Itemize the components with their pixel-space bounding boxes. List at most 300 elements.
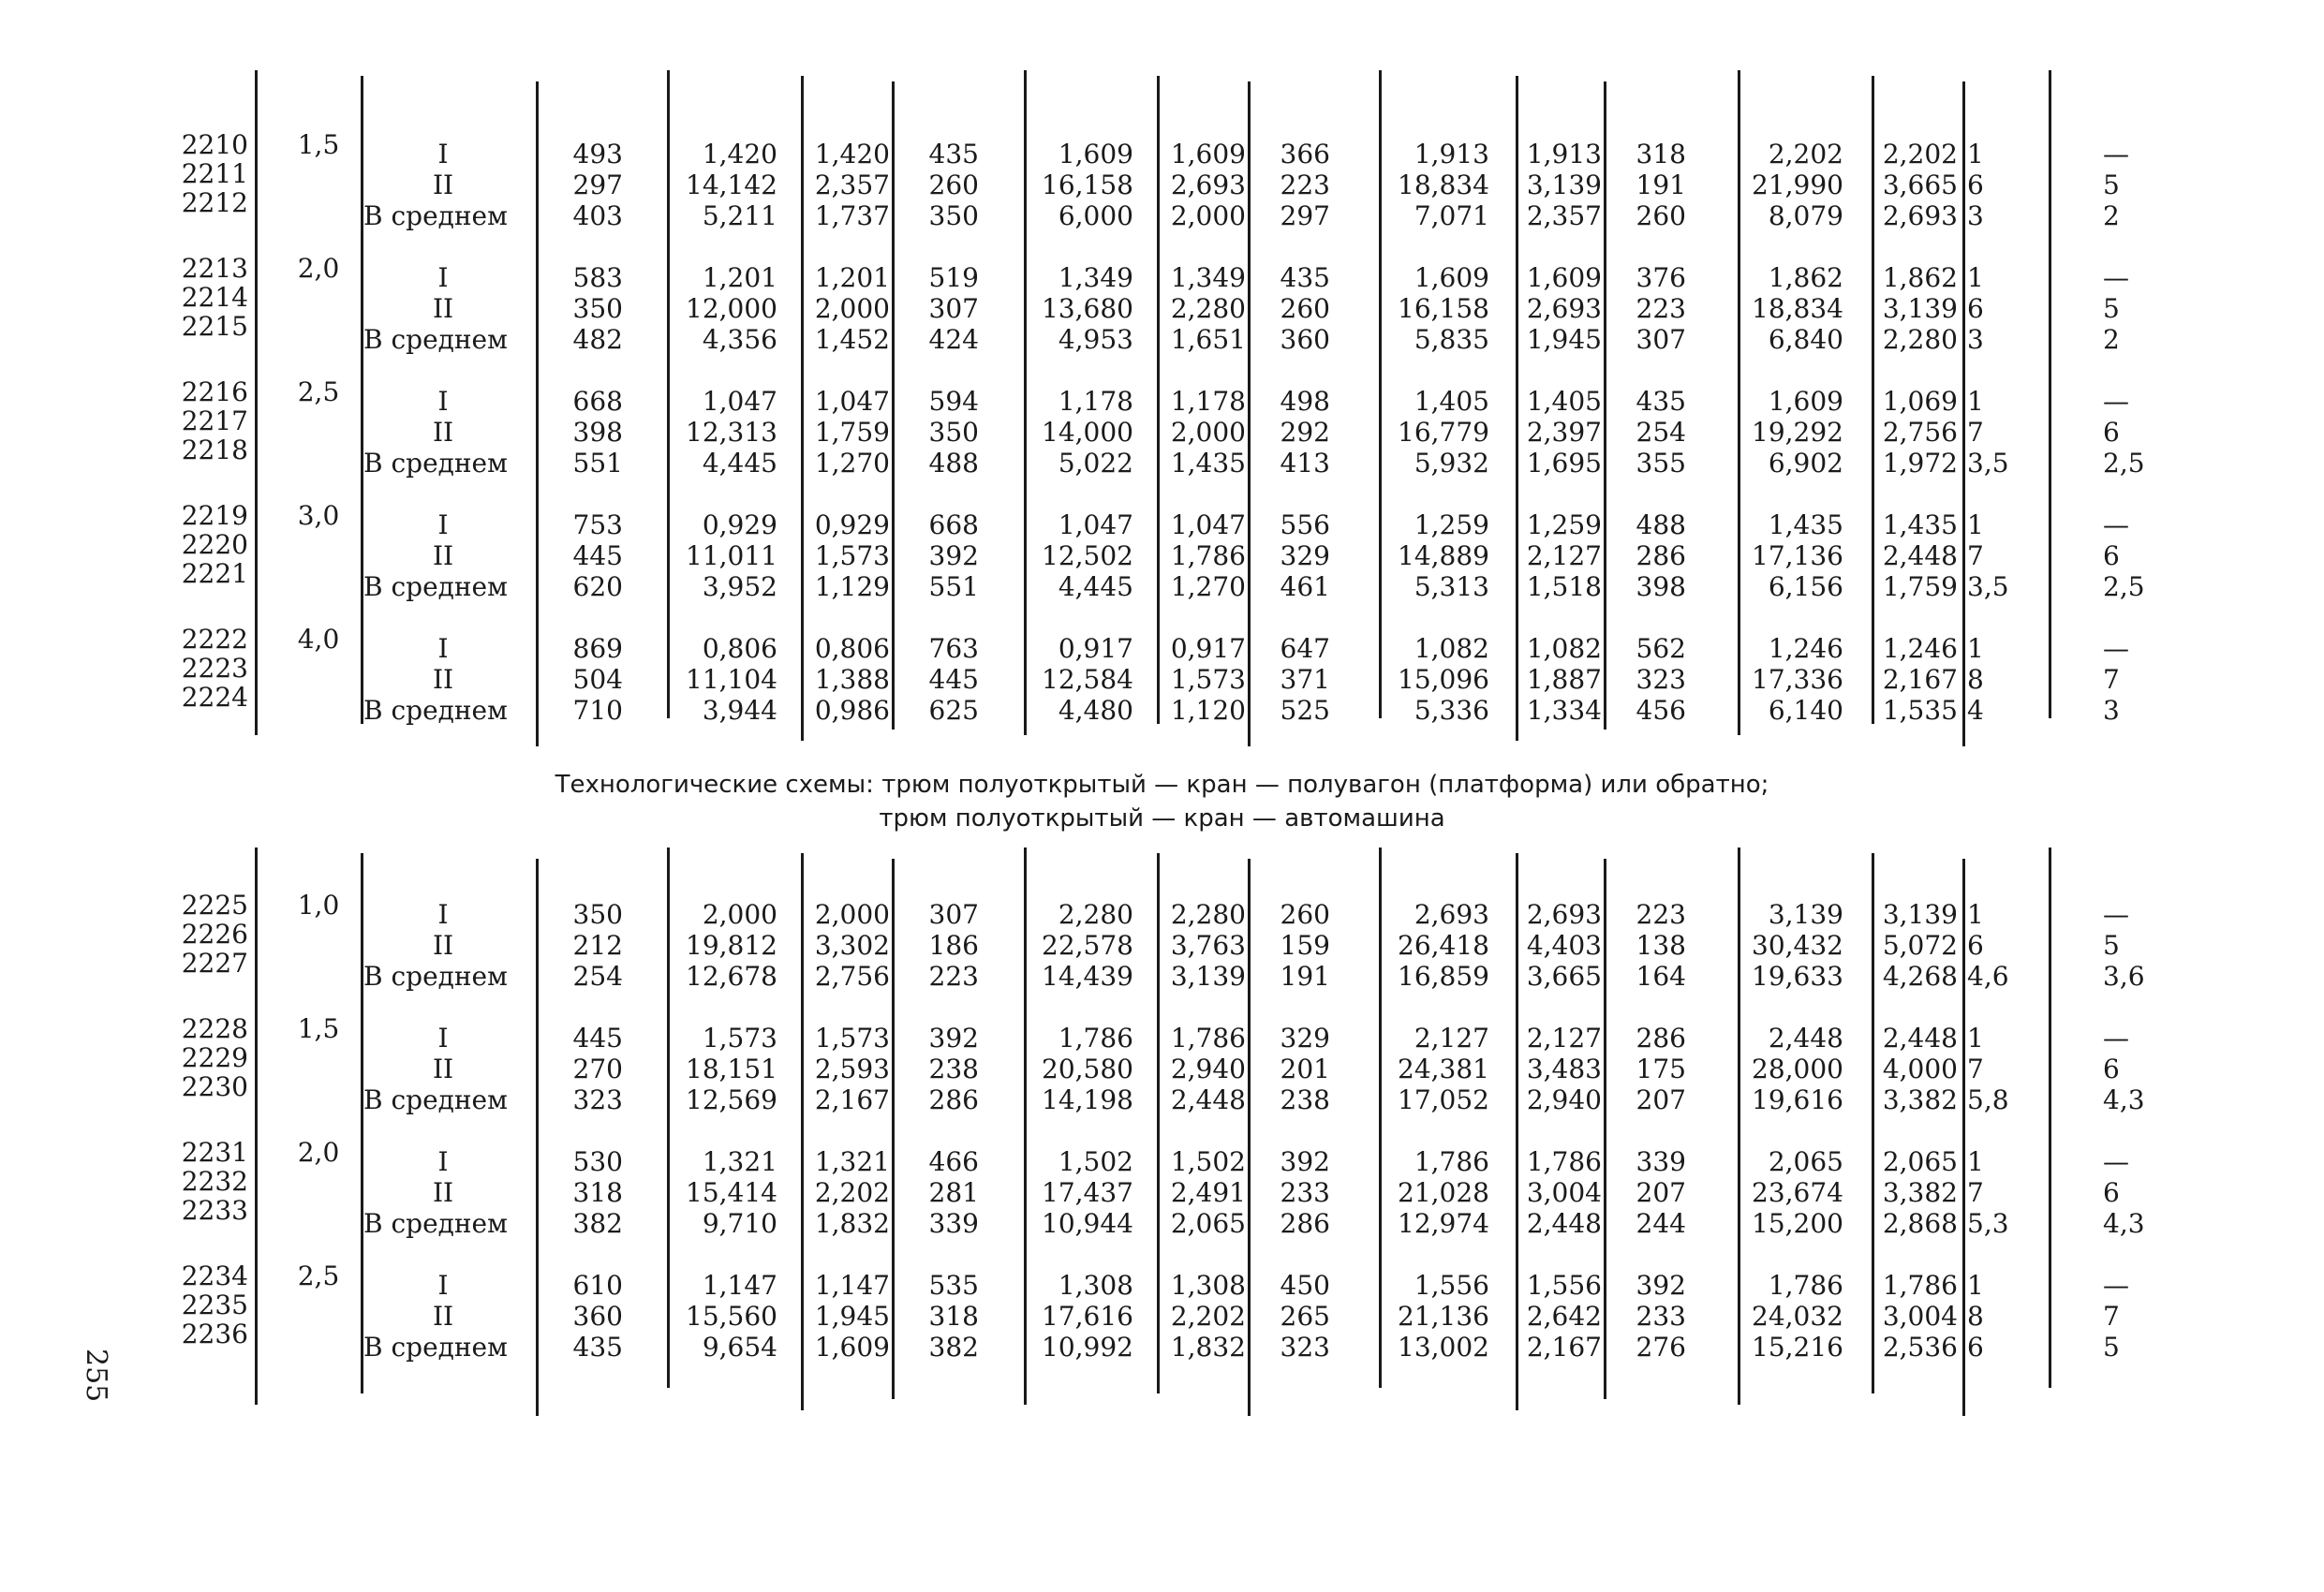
table-cell: — (2103, 1146, 2129, 1177)
table-cell: 2,5 (2103, 448, 2145, 479)
table-cell: 610 (572, 1270, 623, 1301)
table-cell: 1,862 (1768, 262, 1843, 293)
table-cell: 1,573 (1170, 664, 1246, 695)
table-cell: 2,448 (1526, 1208, 1602, 1239)
table-cell: 13,680 (1042, 293, 1133, 324)
table-cell: 12,974 (1398, 1208, 1489, 1239)
row-label: I (437, 509, 449, 540)
table-cell: 6,840 (1768, 324, 1843, 355)
table-cell: 504 (572, 664, 623, 695)
table-cell: 16,158 (1398, 293, 1489, 324)
table-cell: 329 (1280, 540, 1330, 571)
row-number: 2228 (181, 1013, 248, 1044)
row-number: 2235 (181, 1290, 248, 1320)
table-cell: 360 (572, 1301, 623, 1332)
table-cell: 223 (1636, 899, 1686, 930)
table-cell: 17,136 (1752, 540, 1843, 571)
table-cell: 286 (1636, 1023, 1686, 1054)
table-cell: 2 (2103, 200, 2120, 231)
table-rule (2049, 70, 2051, 718)
row-label: I (437, 1146, 449, 1177)
table-cell: 15,216 (1752, 1332, 1843, 1363)
table-cell: 254 (572, 961, 623, 992)
table-cell: 1,047 (1058, 509, 1133, 540)
caption-line-1: Технологические схемы: трюм полуоткрытый — кран — полувагон (платформа) или обратно; (555, 771, 1769, 799)
table-cell: 21,136 (1398, 1301, 1489, 1332)
table-cell: 318 (928, 1301, 979, 1332)
table-cell: 488 (1636, 509, 1686, 540)
caption-line-2: трюм полуоткрытый — кран — автомашина (879, 804, 1445, 833)
table-cell: 1,832 (814, 1208, 890, 1239)
table-cell: 212 (572, 930, 623, 961)
table-cell: 17,616 (1042, 1301, 1133, 1332)
table-cell: 4,6 (1967, 961, 2009, 992)
table-cell: 3,139 (1768, 899, 1843, 930)
table-cell: 276 (1636, 1332, 1686, 1363)
table-cell: 1,082 (1414, 633, 1489, 664)
row-number: 2233 (181, 1195, 248, 1226)
table-cell: 8 (1967, 1301, 1984, 1332)
table-cell: 5 (2103, 1332, 2120, 1363)
table-cell: 260 (1280, 293, 1330, 324)
table-cell: 869 (572, 633, 623, 664)
table-cell: 1,573 (814, 1023, 890, 1054)
table-cell: 435 (1280, 262, 1330, 293)
row-number: 2217 (181, 405, 248, 436)
table-cell: — (2103, 262, 2129, 293)
table-cell: 562 (1636, 633, 1686, 664)
table-cell: 3,665 (1882, 170, 1958, 200)
table-cell: 3 (2103, 695, 2120, 726)
table-cell: 18,151 (686, 1054, 777, 1084)
table-cell: 12,584 (1042, 664, 1133, 695)
table-cell: 2,693 (1170, 170, 1246, 200)
table-cell: 307 (928, 899, 979, 930)
table-cell: 1 (1967, 509, 1984, 540)
table-cell: 1,405 (1414, 386, 1489, 417)
table-cell: 3,382 (1882, 1177, 1958, 1208)
table-cell: 493 (572, 139, 623, 170)
table-cell: 1,556 (1526, 1270, 1602, 1301)
table-cell: 5,022 (1058, 448, 1133, 479)
row-label: I (437, 1270, 449, 1301)
table-cell: 1,201 (702, 262, 777, 293)
table-cell: 1,435 (1768, 509, 1843, 540)
table-cell: 244 (1636, 1208, 1686, 1239)
table-cell: 17,336 (1752, 664, 1843, 695)
table-cell: 2,593 (814, 1054, 890, 1084)
table-cell: 3,302 (814, 930, 890, 961)
table-cell: 535 (928, 1270, 979, 1301)
table-cell: 1,246 (1882, 633, 1958, 664)
table-cell: 3,5 (1967, 448, 2009, 479)
table-cell: 286 (1280, 1208, 1330, 1239)
table-cell: 350 (928, 200, 979, 231)
row-label: II (432, 930, 454, 961)
table-cell: 1,913 (1526, 139, 1602, 170)
table-cell: 1,178 (1170, 386, 1246, 417)
row-number: 2218 (181, 435, 248, 465)
row-number: 2232 (181, 1166, 248, 1197)
row-label: В среднем (363, 571, 508, 602)
table-cell: 7,071 (1414, 200, 1489, 231)
table-cell: 2,940 (1170, 1054, 1246, 1084)
table-cell: 530 (572, 1146, 623, 1177)
table-cell: 413 (1280, 448, 1330, 479)
table-cell: — (2103, 386, 2129, 417)
table-cell: 1,334 (1526, 695, 1602, 726)
table-cell: 1,420 (814, 139, 890, 170)
table-cell: 5,8 (1967, 1084, 2009, 1115)
table-cell: 17,437 (1042, 1177, 1133, 1208)
table-cell: 2,448 (1882, 1023, 1958, 1054)
row-label: II (432, 1177, 454, 1208)
table-cell: 2,693 (1882, 200, 1958, 231)
table-cell: 1 (1967, 262, 1984, 293)
table-cell: 1,786 (1882, 1270, 1958, 1301)
row-number: 2215 (181, 311, 248, 342)
table-cell: 6 (2103, 417, 2120, 448)
table-cell: 445 (928, 664, 979, 695)
table-cell: 4,445 (702, 448, 777, 479)
table-cell: 350 (572, 293, 623, 324)
table-cell: 19,633 (1752, 961, 1843, 992)
table-cell: 1 (1967, 139, 1984, 170)
table-cell: 16,859 (1398, 961, 1489, 992)
table-cell: 3,139 (1170, 961, 1246, 992)
table-cell: 1,913 (1414, 139, 1489, 170)
table-cell: 0,986 (814, 695, 890, 726)
table-cell: 4,3 (2103, 1208, 2145, 1239)
table-cell: 0,929 (814, 509, 890, 540)
table-cell: 11,104 (686, 664, 777, 695)
group-parameter: 3,0 (297, 500, 340, 531)
table-cell: 6 (1967, 170, 1984, 200)
table-cell: 0,806 (702, 633, 777, 664)
row-number: 2219 (181, 500, 248, 531)
table-cell: 238 (1280, 1084, 1330, 1115)
table-cell: 159 (1280, 930, 1330, 961)
table-cell: 1,695 (1526, 448, 1602, 479)
table-cell: — (2103, 633, 2129, 664)
table-cell: 1,573 (814, 540, 890, 571)
row-number: 2214 (181, 282, 248, 313)
table-cell: 238 (928, 1054, 979, 1084)
table-cell: 7 (2103, 1301, 2120, 1332)
table-cell: 8,079 (1768, 200, 1843, 231)
table-cell: 1,452 (814, 324, 890, 355)
table-cell: 445 (572, 540, 623, 571)
table-cell: 2,693 (1526, 899, 1602, 930)
table-cell: 403 (572, 200, 623, 231)
table-cell: 710 (572, 695, 623, 726)
table-cell: 1 (1967, 899, 1984, 930)
table-cell: 1,047 (1170, 509, 1246, 540)
table-cell: 21,028 (1398, 1177, 1489, 1208)
table-cell: 1,887 (1526, 664, 1602, 695)
table-cell: 1,129 (814, 571, 890, 602)
row-label: II (432, 540, 454, 571)
table-cell: 5,336 (1414, 695, 1489, 726)
row-number: 2229 (181, 1042, 248, 1073)
table-cell: 482 (572, 324, 623, 355)
table-cell: 3 (1967, 200, 1984, 231)
table-cell: 1,405 (1526, 386, 1602, 417)
table-cell: 1,609 (1414, 262, 1489, 293)
table-cell: 1,270 (1170, 571, 1246, 602)
table-cell: 1 (1967, 1146, 1984, 1177)
table-cell: 265 (1280, 1301, 1330, 1332)
table-cell: 6 (2103, 1177, 2120, 1208)
row-number: 2222 (181, 624, 248, 655)
table-cell: 2,000 (1170, 417, 1246, 448)
table-cell: 7 (1967, 1177, 1984, 1208)
table-cell: 6,902 (1768, 448, 1843, 479)
table-cell: 350 (572, 899, 623, 930)
table-rule (2049, 848, 2051, 1388)
table-cell: 28,000 (1752, 1054, 1843, 1084)
table-cell: 1 (1967, 633, 1984, 664)
table-cell: 1,518 (1526, 571, 1602, 602)
table-cell: 6,156 (1768, 571, 1843, 602)
table-cell: 1,945 (1526, 324, 1602, 355)
table-cell: 191 (1636, 170, 1686, 200)
table-cell: 16,158 (1042, 170, 1133, 200)
row-label: II (432, 417, 454, 448)
table-cell: 1,502 (1058, 1146, 1133, 1177)
table-cell: 3,944 (702, 695, 777, 726)
row-label: В среднем (363, 324, 508, 355)
table-cell: 2,756 (814, 961, 890, 992)
table-cell: 1,862 (1882, 262, 1958, 293)
row-label: I (437, 633, 449, 664)
row-number: 2234 (181, 1260, 248, 1291)
table-cell: 5,3 (1967, 1208, 2009, 1239)
table-cell: 2,000 (814, 293, 890, 324)
table-cell: 2,127 (1414, 1023, 1489, 1054)
table-cell: 398 (1636, 571, 1686, 602)
table-cell: 22,578 (1042, 930, 1133, 961)
table-cell: 5 (2103, 293, 2120, 324)
table-cell: — (2103, 899, 2129, 930)
table-cell: 12,502 (1042, 540, 1133, 571)
table-cell: 1,556 (1414, 1270, 1489, 1301)
table-cell: 1,945 (814, 1301, 890, 1332)
table-cell: 138 (1636, 930, 1686, 961)
table-cell: 223 (928, 961, 979, 992)
table-cell: 647 (1280, 633, 1330, 664)
table-cell: 14,142 (686, 170, 777, 200)
table-cell: 5 (2103, 170, 2120, 200)
table-cell: 14,439 (1042, 961, 1133, 992)
table-cell: 2,167 (814, 1084, 890, 1115)
table-cell: 4,356 (702, 324, 777, 355)
table-cell: 2,065 (1768, 1146, 1843, 1177)
table-cell: 339 (1636, 1146, 1686, 1177)
table-cell: 3,139 (1882, 899, 1958, 930)
table-cell: 1,832 (1170, 1332, 1246, 1363)
table-cell: 2,357 (1526, 200, 1602, 231)
table-cell: 2,167 (1526, 1332, 1602, 1363)
table-cell: 0,806 (814, 633, 890, 664)
table-cell: 2,693 (1414, 899, 1489, 930)
table-cell: 1,786 (1058, 1023, 1133, 1054)
table-cell: 1,535 (1882, 695, 1958, 726)
table-cell: 2,167 (1882, 664, 1958, 695)
table-cell: 392 (1280, 1146, 1330, 1177)
table-cell: 2,127 (1526, 1023, 1602, 1054)
table-cell: 435 (1636, 386, 1686, 417)
table-cell: 286 (928, 1084, 979, 1115)
table-cell: 1 (1967, 1023, 1984, 1054)
table-cell: 11,011 (686, 540, 777, 571)
table-cell: 1,786 (1414, 1146, 1489, 1177)
table-cell: 26,418 (1398, 930, 1489, 961)
table-cell: 551 (572, 448, 623, 479)
table-cell: 435 (928, 139, 979, 170)
group-parameter: 4,0 (297, 624, 340, 655)
table-cell: 307 (1636, 324, 1686, 355)
table-cell: 2,065 (1882, 1146, 1958, 1177)
table-cell: 2,202 (1768, 139, 1843, 170)
table-cell: 2,536 (1882, 1332, 1958, 1363)
row-number: 2223 (181, 653, 248, 684)
table-cell: 17,052 (1398, 1084, 1489, 1115)
table-cell: 15,096 (1398, 664, 1489, 695)
row-label: В среднем (363, 448, 508, 479)
table-cell: 19,812 (686, 930, 777, 961)
table-cell: 1,349 (1170, 262, 1246, 293)
table-cell: 1,609 (1768, 386, 1843, 417)
table-cell: 15,414 (686, 1177, 777, 1208)
table-cell: 488 (928, 448, 979, 479)
table-cell: 360 (1280, 324, 1330, 355)
table-cell: 233 (1636, 1301, 1686, 1332)
table-cell: 1,308 (1058, 1270, 1133, 1301)
table-cell: 1,435 (1882, 509, 1958, 540)
table-cell: 6 (1967, 1332, 1984, 1363)
table-cell: 12,000 (686, 293, 777, 324)
table-cell: 1,651 (1170, 324, 1246, 355)
table-cell: 3,382 (1882, 1084, 1958, 1115)
table-cell: 0,917 (1058, 633, 1133, 664)
group-parameter: 2,0 (297, 253, 340, 284)
table-cell: 5 (2103, 930, 2120, 961)
row-number: 2211 (181, 158, 248, 189)
table-cell: 7 (1967, 1054, 1984, 1084)
table-cell: 6 (1967, 293, 1984, 324)
group-parameter: 2,5 (297, 1260, 340, 1291)
table-cell: 254 (1636, 417, 1686, 448)
table-cell: 668 (928, 509, 979, 540)
group-parameter: 1,0 (297, 890, 340, 921)
table-cell: 1,737 (814, 200, 890, 231)
table-cell: 1,349 (1058, 262, 1133, 293)
table-cell: 19,616 (1752, 1084, 1843, 1115)
table-cell: 2,5 (2103, 571, 2145, 602)
table-cell: 16,779 (1398, 417, 1489, 448)
table-cell: 1,786 (1170, 1023, 1246, 1054)
table-cell: 456 (1636, 695, 1686, 726)
table-cell: 19,292 (1752, 417, 1843, 448)
table-cell: 1,147 (814, 1270, 890, 1301)
table-cell: 260 (928, 170, 979, 200)
table-cell: 7 (1967, 417, 1984, 448)
table-cell: 1,786 (1768, 1270, 1843, 1301)
table-cell: 350 (928, 417, 979, 448)
table-cell: 424 (928, 324, 979, 355)
table-cell: 1,786 (1170, 540, 1246, 571)
table-cell: 270 (572, 1054, 623, 1084)
table-cell: 668 (572, 386, 623, 417)
table-cell: 0,929 (702, 509, 777, 540)
table-cell: 292 (1280, 417, 1330, 448)
table-cell: 3,004 (1882, 1301, 1958, 1332)
table-cell: 1,082 (1526, 633, 1602, 664)
table-cell: 323 (1636, 664, 1686, 695)
table-cell: 7 (2103, 664, 2120, 695)
table-cell: 1,321 (814, 1146, 890, 1177)
table-cell: 4,000 (1882, 1054, 1958, 1084)
table-cell: 12,678 (686, 961, 777, 992)
table-cell: 297 (572, 170, 623, 200)
table-cell: 6,000 (1058, 200, 1133, 231)
table-cell: 2,642 (1526, 1301, 1602, 1332)
table-cell: 4,445 (1058, 571, 1133, 602)
table-cell: 297 (1280, 200, 1330, 231)
table-cell: 392 (1636, 1270, 1686, 1301)
table-cell: 191 (1280, 961, 1330, 992)
table-cell: 18,834 (1752, 293, 1843, 324)
table-cell: 260 (1280, 899, 1330, 930)
table-cell: 392 (928, 540, 979, 571)
table-cell: 2,397 (1526, 417, 1602, 448)
table-cell: 1,435 (1170, 448, 1246, 479)
row-number: 2231 (181, 1137, 248, 1168)
table-cell: 9,710 (702, 1208, 777, 1239)
table-cell: 14,000 (1042, 417, 1133, 448)
table-cell: 4 (1967, 695, 1984, 726)
table-cell: 223 (1280, 170, 1330, 200)
row-label: В среднем (363, 1332, 508, 1363)
table-cell: 382 (572, 1208, 623, 1239)
table-cell: 2,202 (1170, 1301, 1246, 1332)
table-cell: 1,573 (702, 1023, 777, 1054)
table-cell: 164 (1636, 961, 1686, 992)
table-cell: 1,972 (1882, 448, 1958, 479)
table-cell: 12,313 (686, 417, 777, 448)
page-number: 255 (80, 1349, 112, 1403)
row-number: 2224 (181, 682, 248, 713)
table-cell: 466 (928, 1146, 979, 1177)
table-cell: 2,202 (1882, 139, 1958, 170)
row-label: В среднем (363, 1208, 508, 1239)
table-cell: 382 (928, 1332, 979, 1363)
row-number: 2213 (181, 253, 248, 284)
row-label: II (432, 1301, 454, 1332)
table-cell: 286 (1636, 540, 1686, 571)
table-cell: 1,047 (814, 386, 890, 417)
row-label: I (437, 139, 449, 170)
table-cell: 14,889 (1398, 540, 1489, 571)
table-cell: 1,609 (1170, 139, 1246, 170)
row-label: В среднем (363, 961, 508, 992)
row-number: 2236 (181, 1319, 248, 1349)
table-cell: 2,000 (1170, 200, 1246, 231)
table-cell: 6,140 (1768, 695, 1843, 726)
table-cell: — (2103, 1023, 2129, 1054)
table-cell: 318 (572, 1177, 623, 1208)
